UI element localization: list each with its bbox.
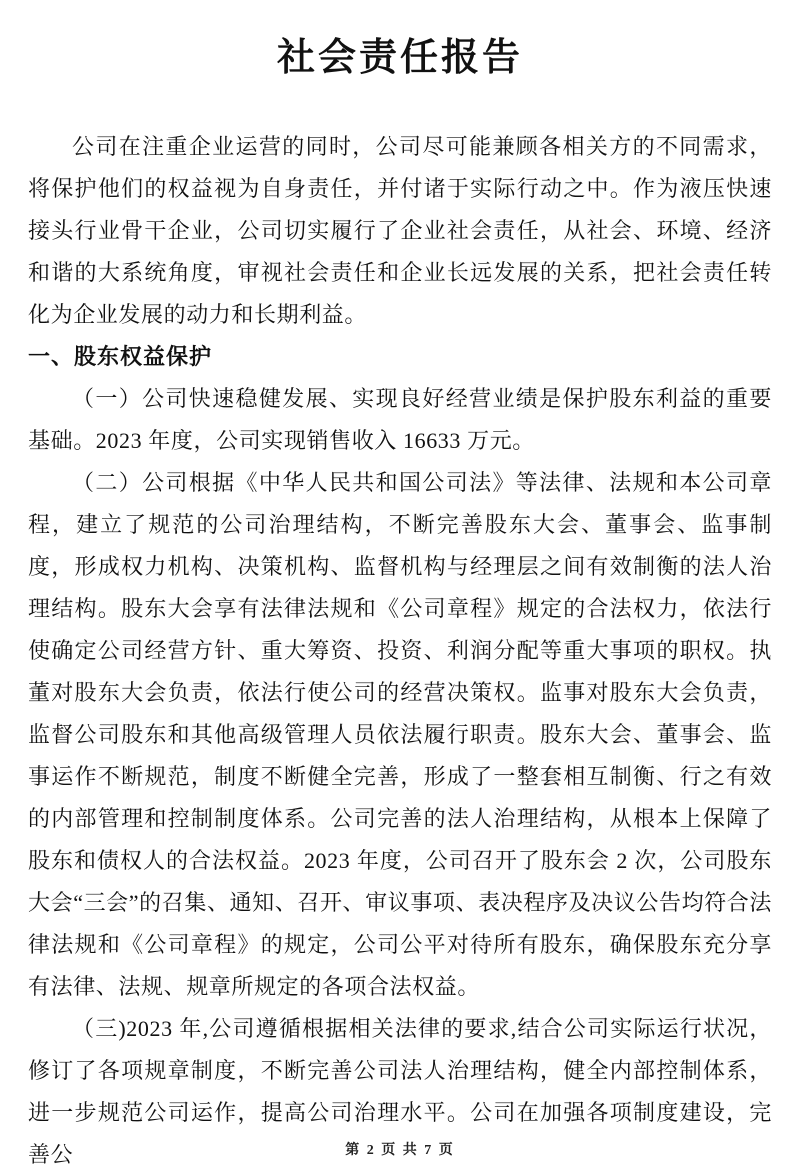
page-number-footer: 第 2 页 共 7 页: [345, 1143, 455, 1158]
paragraph-item-3: （三)2023 年,公司遵循根据相关法律的要求,结合公司实际运行状况，修订了各项规章制度，不断完善公司法人治理结构，健全内部控制体系，进一步规范公司运作，提高公司治理水平。公司在加强各项制度建设，完善公: [28, 1016, 772, 1167]
intro-paragraph: 公司在注重企业运营的同时，公司尽可能兼顾各相关方的不同需求，将保护他们的权益视为自身责任，并付诸于实际行动之中。作为液压快速接头行业骨干企业，公司切实履行了企业社会责任，从社会、环境、经济和谐的大系统角度，审视社会责任和企业长远发展的关系，把社会责任转化为企业发展的动力和长期利益。: [28, 134, 772, 327]
paragraph-item-2: （二）公司根据《中华人民共和国公司法》等法律、法规和本公司章程，建立了规范的公司治理结构，不断完善股东大会、董事会、监事制度，形成权力机构、决策机构、监督机构与经理层之间有效制衡的法人治理结构。股东大会享有法律法规和《公司章程》规定的合法权力，依法行使确定公司经营方针、重大筹资、投资、利润分配等重大事项的职权。执董对股东大会负责，依法行使公司的经营决策权。监事对股东大会负责，监督公司股东和其他高级管理人员依法履行职责。股东大会、董事会、监事运作不断规范，制度不断健全完善，形成了一整套相互制衡、行之有效的内部管理和控制制度体系。公司完善的法人治理结构，从根本上保障了股东和债权人的合法权益。2023 年度，公司召开了股东会 2 次，公司股东大会“三会”的召集、通知、召开、审议事项、表决程序及决议公告均符合法律法规和《公司章程》的规定，公司公平对待所有股东，确保股东充分享有法律、法规、规章所规定的各项合法权益。: [28, 470, 772, 999]
page-title: 社会责任报告: [276, 37, 523, 79]
section-heading-shareholder-rights: 一、股东权益保护: [28, 344, 213, 369]
paragraph-item-1: （一）公司快速稳健发展、实现良好经营业绩是保护股东利益的重要基础。2023 年度，公司实现销售收入 16633 万元。: [28, 386, 772, 453]
